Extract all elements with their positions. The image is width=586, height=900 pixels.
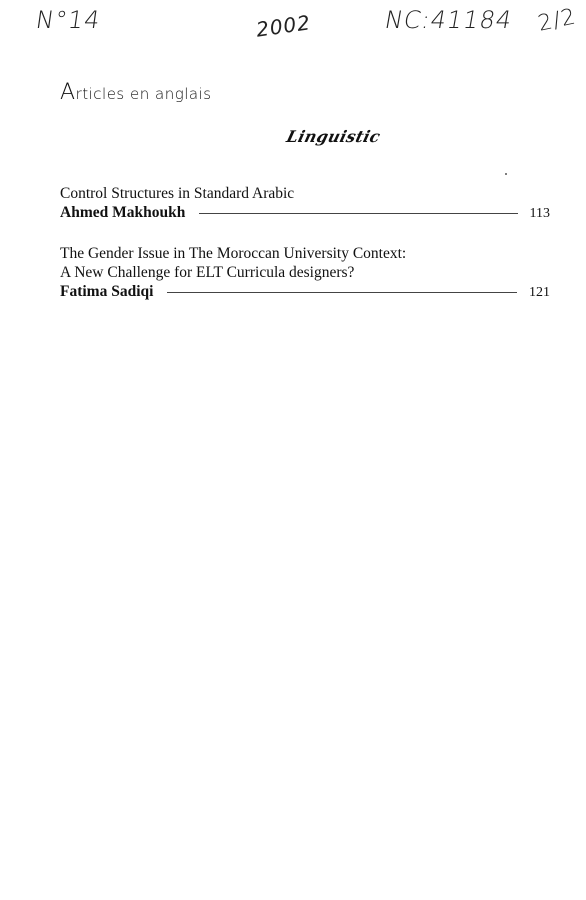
handwritten-reference-number: N°14 <box>34 6 103 34</box>
entry-author-row <box>60 282 550 302</box>
toc-entry <box>60 184 550 223</box>
subsection-title: Linguistic <box>284 127 383 146</box>
dot-leader <box>167 292 517 293</box>
toc-entry <box>60 244 550 302</box>
section-heading-initial: A <box>60 80 76 105</box>
handwritten-page-mark: 2/2 <box>535 4 579 37</box>
section-heading-rest: rticles en anglais <box>75 85 212 103</box>
entry-page-number: 121 <box>529 285 550 300</box>
entry-title-line: Control Structures in Standard Arabic <box>60 185 295 202</box>
entry-title-line: The Gender Issue in The Moroccan University Context: <box>60 245 407 262</box>
entry-author: Fatima Sadiqi <box>60 283 154 300</box>
entry-title-line: A New Challenge for ELT Curricula designers? <box>60 264 355 281</box>
handwritten-catalog-code: NC:41184 <box>382 6 515 34</box>
entry-page-number: 113 <box>529 206 550 221</box>
scan-speck <box>505 173 507 175</box>
section-heading <box>60 80 212 105</box>
entry-author: Ahmed Makhoukh <box>60 204 186 221</box>
entry-author-row <box>60 203 550 223</box>
dot-leader <box>199 213 517 214</box>
handwritten-year: 2002 <box>254 10 313 42</box>
